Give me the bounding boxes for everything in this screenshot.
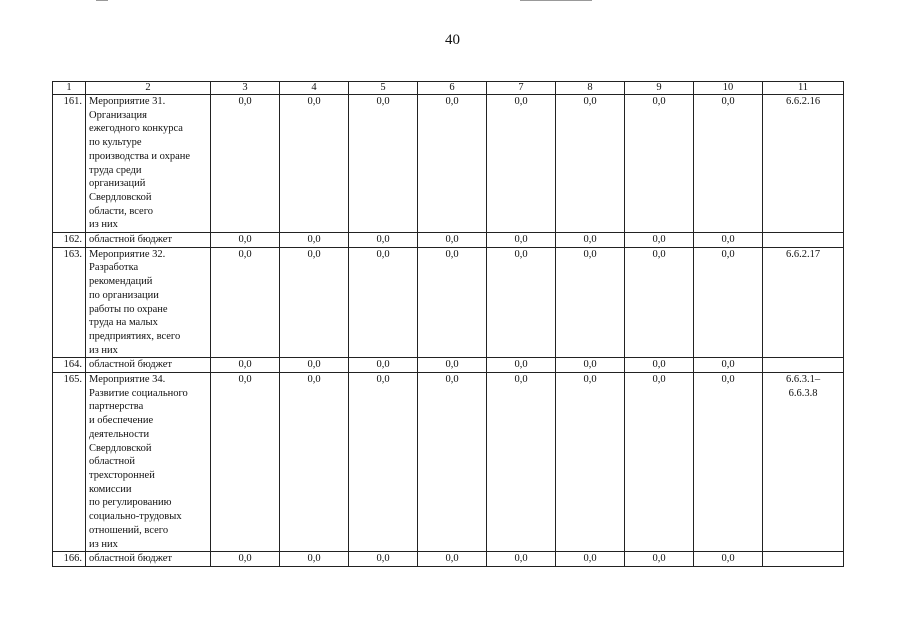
scan-artifact-line bbox=[520, 0, 592, 1]
funding-value: 0,0 bbox=[694, 95, 763, 233]
funding-value: 0,0 bbox=[625, 95, 694, 233]
table-body bbox=[53, 95, 844, 567]
table-row bbox=[53, 373, 844, 552]
table-row bbox=[53, 552, 844, 567]
activity-name-line: Мероприятие 34. bbox=[89, 374, 166, 386]
funding-value: 0,0 bbox=[349, 358, 418, 373]
activity-name bbox=[86, 552, 211, 567]
funding-value: 0,0 bbox=[418, 552, 487, 567]
table-row bbox=[53, 95, 844, 233]
funding-value: 0,0 bbox=[211, 247, 280, 358]
activity-name-line: Организация bbox=[89, 109, 147, 121]
budget-table bbox=[52, 81, 844, 567]
activity-name-line: по организации bbox=[89, 289, 159, 301]
funding-value: 0,0 bbox=[694, 552, 763, 567]
target-indicator-ref bbox=[763, 95, 844, 233]
funding-value: 0,0 bbox=[487, 233, 556, 248]
row-number: 161. bbox=[53, 95, 86, 233]
funding-value: 0,0 bbox=[625, 552, 694, 567]
funding-value: 0,0 bbox=[349, 247, 418, 358]
activity-name-line: организаций bbox=[89, 178, 146, 190]
activity-name bbox=[86, 95, 211, 233]
row-number: 166. bbox=[53, 552, 86, 567]
column-header: 5 bbox=[349, 82, 418, 95]
activity-name-line: отношений, всего bbox=[89, 524, 169, 536]
funding-value: 0,0 bbox=[418, 247, 487, 358]
funding-value: 0,0 bbox=[625, 233, 694, 248]
funding-value: 0,0 bbox=[556, 247, 625, 358]
funding-value: 0,0 bbox=[625, 373, 694, 552]
activity-name-line: социально-трудовых bbox=[89, 511, 182, 523]
target-indicator-ref-line: 6.6.2.17 bbox=[785, 248, 821, 260]
row-number: 165. bbox=[53, 373, 86, 552]
target-indicator-ref-line: 6.6.2.16 bbox=[785, 96, 821, 107]
funding-value: 0,0 bbox=[625, 247, 694, 358]
funding-value: 0,0 bbox=[556, 552, 625, 567]
funding-value: 0,0 bbox=[280, 358, 349, 373]
funding-value: 0,0 bbox=[280, 373, 349, 552]
column-header: 4 bbox=[280, 82, 349, 95]
scan-artifact-line bbox=[96, 0, 108, 1]
funding-value: 0,0 bbox=[349, 552, 418, 567]
activity-name bbox=[86, 247, 211, 358]
activity-name-line: работы по охране bbox=[89, 303, 168, 315]
funding-value: 0,0 bbox=[349, 95, 418, 233]
funding-value: 0,0 bbox=[211, 95, 280, 233]
table-row bbox=[53, 247, 844, 358]
target-indicator-ref bbox=[763, 233, 844, 248]
funding-value: 0,0 bbox=[487, 373, 556, 552]
funding-value: 0,0 bbox=[556, 233, 625, 248]
activity-name-line: области, всего bbox=[89, 205, 153, 217]
activity-name-line: по регулированию bbox=[89, 497, 172, 509]
funding-value: 0,0 bbox=[280, 233, 349, 248]
funding-value: 0,0 bbox=[418, 373, 487, 552]
funding-value: 0,0 bbox=[694, 233, 763, 248]
funding-value: 0,0 bbox=[280, 95, 349, 233]
activity-name-line: и обеспечение bbox=[89, 415, 154, 427]
activity-name-line: Мероприятие 31. bbox=[89, 96, 166, 107]
target-indicator-ref bbox=[763, 373, 844, 552]
funding-value: 0,0 bbox=[211, 373, 280, 552]
activity-name-line: из них bbox=[89, 538, 118, 550]
column-header: 8 bbox=[556, 82, 625, 95]
target-indicator-ref bbox=[763, 247, 844, 358]
activity-name-line: из них bbox=[89, 219, 118, 231]
funding-value: 0,0 bbox=[694, 247, 763, 358]
activity-name bbox=[86, 373, 211, 552]
funding-value: 0,0 bbox=[556, 95, 625, 233]
funding-value: 0,0 bbox=[487, 358, 556, 373]
target-indicator-ref-line: 6.6.3.1– bbox=[785, 374, 821, 386]
activity-name-line: труда на малых bbox=[89, 317, 158, 329]
activity-name-line: из них bbox=[89, 344, 118, 356]
funding-value: 0,0 bbox=[487, 95, 556, 233]
activity-name-line: труда среди bbox=[89, 164, 142, 176]
funding-value: 0,0 bbox=[349, 233, 418, 248]
funding-value: 0,0 bbox=[418, 358, 487, 373]
column-header: 9 bbox=[625, 82, 694, 95]
activity-name-line: деятельности bbox=[89, 428, 150, 440]
activity-name-line: по культуре bbox=[89, 137, 142, 149]
funding-value: 0,0 bbox=[280, 552, 349, 567]
activity-name-line: ежегодного конкурса bbox=[89, 123, 183, 135]
target-indicator-ref bbox=[763, 358, 844, 373]
activity-name-line: трехсторонней bbox=[89, 469, 155, 481]
column-header: 3 bbox=[211, 82, 280, 95]
activity-name-line: Свердловской bbox=[89, 442, 152, 454]
activity-name-line: рекомендаций bbox=[89, 276, 153, 288]
activity-name-line: областной бюджет bbox=[89, 234, 172, 246]
activity-name-line: производства и охране bbox=[89, 150, 191, 162]
funding-value: 0,0 bbox=[211, 233, 280, 248]
column-header: 2 bbox=[86, 82, 211, 95]
column-header: 1 bbox=[53, 82, 86, 95]
row-number: 163. bbox=[53, 247, 86, 358]
column-header: 7 bbox=[487, 82, 556, 95]
funding-value: 0,0 bbox=[556, 373, 625, 552]
table-row bbox=[53, 358, 844, 373]
column-header: 11 bbox=[763, 82, 844, 95]
row-number: 164. bbox=[53, 358, 86, 373]
table-row bbox=[53, 233, 844, 248]
funding-value: 0,0 bbox=[418, 233, 487, 248]
funding-value: 0,0 bbox=[418, 95, 487, 233]
funding-value: 0,0 bbox=[487, 552, 556, 567]
funding-value: 0,0 bbox=[694, 373, 763, 552]
row-number: 162. bbox=[53, 233, 86, 248]
funding-value: 0,0 bbox=[280, 247, 349, 358]
activity-name-line: комиссии bbox=[89, 483, 132, 495]
funding-value: 0,0 bbox=[625, 358, 694, 373]
funding-value: 0,0 bbox=[211, 552, 280, 567]
column-header: 6 bbox=[418, 82, 487, 95]
activity-name-line: Мероприятие 32. bbox=[89, 248, 166, 260]
activity-name bbox=[86, 358, 211, 373]
activity-name-line: Разработка bbox=[89, 262, 139, 274]
funding-value: 0,0 bbox=[694, 358, 763, 373]
column-header: 10 bbox=[694, 82, 763, 95]
activity-name-line: предприятиях, всего bbox=[89, 330, 181, 342]
funding-value: 0,0 bbox=[556, 358, 625, 373]
activity-name-line: областной bbox=[89, 456, 135, 468]
funding-value: 0,0 bbox=[211, 358, 280, 373]
activity-name-line: партнерства bbox=[89, 401, 144, 413]
page-number: 40 bbox=[445, 32, 460, 48]
funding-value: 0,0 bbox=[487, 247, 556, 358]
activity-name-line: Свердловской bbox=[89, 191, 152, 203]
funding-value: 0,0 bbox=[349, 373, 418, 552]
target-indicator-ref bbox=[763, 552, 844, 567]
activity-name-line: областной бюджет bbox=[89, 359, 172, 371]
activity-name-line: Развитие социального bbox=[89, 387, 188, 399]
header-row bbox=[53, 82, 844, 95]
target-indicator-ref-line: 6.6.3.8 bbox=[788, 387, 818, 399]
activity-name bbox=[86, 233, 211, 248]
activity-name-line: областной бюджет bbox=[89, 553, 172, 565]
